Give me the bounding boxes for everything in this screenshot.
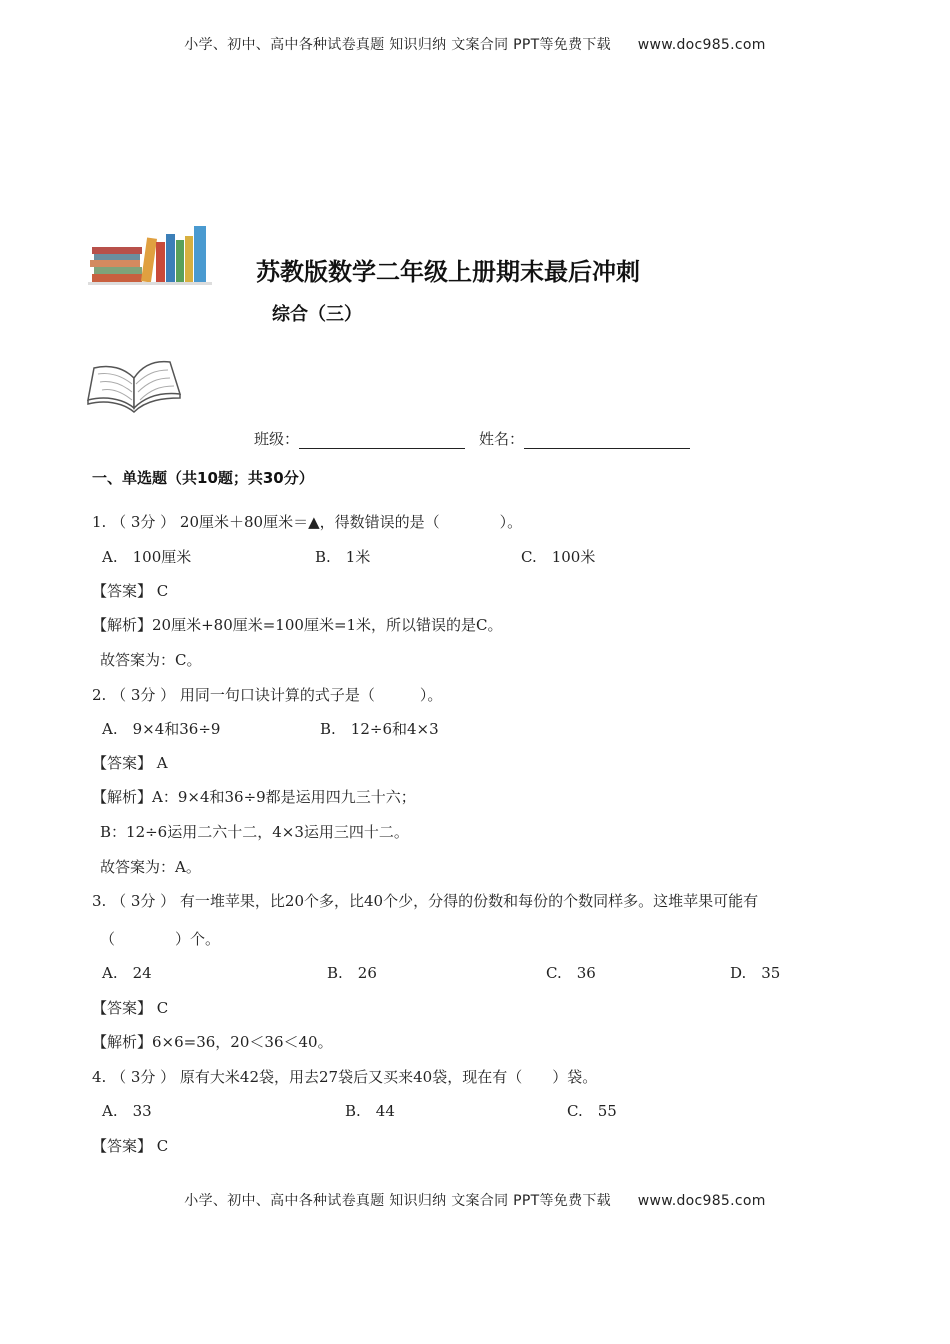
q1-option-a: A. 100厘米 <box>102 548 192 566</box>
q2-answer: 【答案】 A <box>92 754 168 772</box>
q1-conclusion: 故答案为：C。 <box>100 651 202 669</box>
page-footer <box>0 1190 950 1210</box>
name-label: 姓名： <box>479 430 525 448</box>
q4-stem: 4. （ 3分 ） 原有大米42袋，用去27袋后又买来40袋，现在有（ ）袋。 <box>92 1068 598 1086</box>
footer-text: 小学、初中、高中各种试卷真题 知识归纳 文案合同 PPT等免费下载 <box>184 1193 611 1209</box>
q2-stem: 2. （ 3分 ） 用同一句口诀计算的式子是（ ）。 <box>92 686 443 704</box>
q2-analysis-2: B：12÷6运用二六十二，4×3运用三四十二。 <box>100 823 409 841</box>
page-header <box>0 34 950 54</box>
q2-option-b: B. 12÷6和4×3 <box>320 720 439 738</box>
q3-analysis: 【解析】6×6=36，20＜36＜40。 <box>92 1033 333 1051</box>
books-stack-icon <box>88 224 212 286</box>
q3-answer: 【答案】 C <box>92 999 169 1017</box>
q3-option-a: A. 24 <box>102 964 152 982</box>
q1-stem: 1. （ 3分 ） 20厘米＋80厘米＝▲，得数错误的是（ ）。 <box>92 513 523 531</box>
q3-option-d: D. 35 <box>730 964 781 982</box>
q1-analysis: 【解析】20厘米+80厘米=100厘米=1米，所以错误的是C。 <box>92 616 503 634</box>
open-book-icon <box>84 350 184 420</box>
q3-option-c: C. 36 <box>546 964 596 982</box>
q2-conclusion: 故答案为：A。 <box>100 858 201 876</box>
q4-answer: 【答案】 C <box>92 1137 169 1155</box>
name-blank[interactable] <box>524 432 690 449</box>
q1-option-b: B. 1米 <box>315 548 371 566</box>
footer-site: www.doc985.com <box>637 1193 766 1209</box>
section-title: 一、单选题（共10题；共30分） <box>92 469 314 487</box>
student-info-row <box>254 428 704 449</box>
q3-option-b: B. 26 <box>327 964 377 982</box>
header-text: 小学、初中、高中各种试卷真题 知识归纳 文案合同 PPT等免费下载 <box>184 37 611 53</box>
q2-option-a: A. 9×4和36÷9 <box>102 720 221 738</box>
q3-stem: 3. （ 3分 ） 有一堆苹果，比20个多，比40个少，分得的份数和每份的个数同样多。这堆苹果可能有 <box>92 892 759 910</box>
page-subtitle: 综合（三） <box>272 304 362 325</box>
class-blank[interactable] <box>299 432 465 449</box>
q1-option-c: C. 100米 <box>521 548 596 566</box>
q3-stem-continued: （ ）个。 <box>100 930 221 948</box>
q4-option-a: A. 33 <box>102 1102 152 1120</box>
q2-analysis: 【解析】A：9×4和36÷9都是运用四九三十六； <box>92 788 416 806</box>
page-title: 苏教版数学二年级上册期末最后冲刺 <box>256 258 640 286</box>
q4-option-b: B. 44 <box>345 1102 395 1120</box>
q1-answer: 【答案】 C <box>92 582 169 600</box>
q4-option-c: C. 55 <box>567 1102 617 1120</box>
class-label: 班级： <box>254 430 300 448</box>
header-site: www.doc985.com <box>637 37 766 53</box>
